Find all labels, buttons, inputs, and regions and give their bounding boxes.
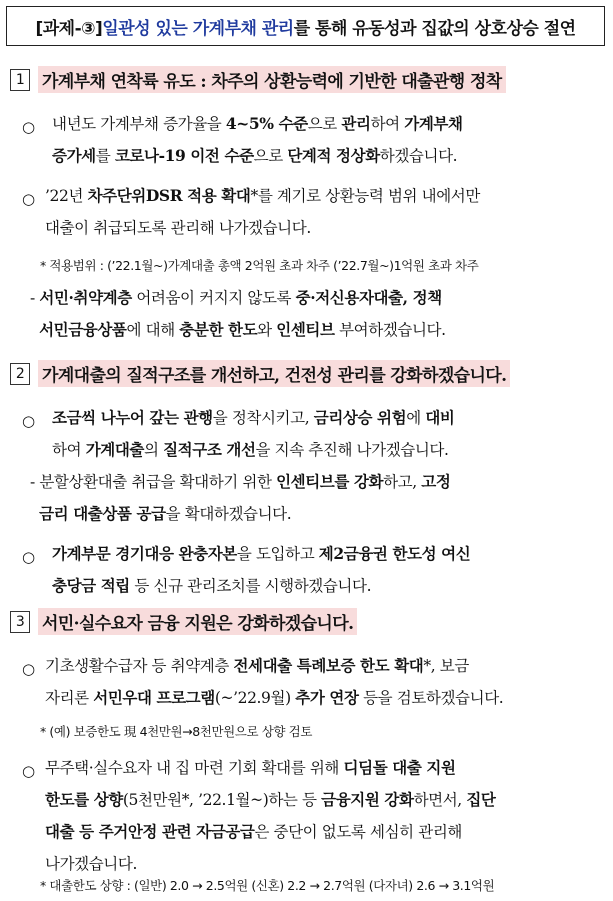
section-1-heading <box>10 66 506 93</box>
s1-note: * 적용범위 : (’22.1월~)가계대출 총액 2억원 초과 차주 (’22.7월~)1억원 초과 차주 <box>40 258 479 273</box>
s3-paragraph-2: 무주택·실수요자 내 집 마련 기회 확대를 위해 디딤돌 대출 지원 한도를 상향(5천만원*, ’22.1월~)하는 등 금융지원 강화하면서, 집단 대출 등 주거안정 관련 자금공급은 중단이 없도록 세심히 관리해 나가겠습니다. <box>45 758 496 873</box>
s2-paragraph-2: - 분할상환대출 취급을 확대하기 위한 인센티브를 강화하고, 고정 금리 대출상품 공급을 확대하겠습니다. <box>30 472 451 523</box>
title-suffix: 를 통해 유동성과 집값의 상호상승 절연 <box>293 18 576 39</box>
bullet-icon: ○ <box>22 190 36 208</box>
page-title <box>6 6 605 46</box>
s3-note-1: * (예) 보증한도 現 4천만원→8천만원으로 상향 검토 <box>40 724 312 739</box>
section-2-heading <box>10 360 510 387</box>
s2-paragraph-1: 조금씩 나누어 갚는 관행을 정착시키고, 금리상승 위험에 대비 하여 가계대출의 질적구조 개선을 지속 추진해 나가겠습니다. <box>52 408 455 459</box>
s1-paragraph-3: - 서민·취약계층 어려움이 커지지 않도록 중·저신용자대출, 정책 서민금융상품에 대해 충분한 한도와 인센티브 부여하겠습니다. <box>30 288 446 339</box>
bullet-icon: ○ <box>22 118 36 136</box>
s3-note-2: * 대출한도 상향 : (일반) 2.0 → 2.5억원 (신혼) 2.2 → 2.7억원 (다자녀) 2.6 → 3.1억원 <box>40 878 495 893</box>
s2-paragraph-3: 가계부문 경기대응 완충자본을 도입하고 제2금융권 한도성 여신 충당금 적립 등 신규 관리조치를 시행하겠습니다. <box>52 544 471 595</box>
bullet-icon: ○ <box>22 548 36 566</box>
title-prefix: [과제-③] <box>35 18 103 39</box>
s1-paragraph-2: ’22년 차주단위DSR 적용 확대*를 계기로 상환능력 범위 내에서만 대출이 취급되도록 관리해 나가겠습니다. <box>45 186 480 237</box>
bullet-icon: ○ <box>22 762 36 780</box>
section-heading-text: 가계대출의 질적구조를 개선하고, 건전성 관리를 강화하겠습니다. <box>38 360 510 387</box>
section-3-heading <box>10 608 357 635</box>
s3-paragraph-1: 기초생활수급자 등 취약계층 전세대출 특례보증 한도 확대*, 보금 자리론 서민우대 프로그램(~’22.9월) 추가 연장 등을 검토하겠습니다. <box>45 656 504 707</box>
title-highlight: 일관성 있는 가계부채 관리 <box>102 18 294 39</box>
section-heading-text: 가계부채 연착륙 유도 : 차주의 상환능력에 기반한 대출관행 정착 <box>38 66 506 93</box>
section-number: 3 <box>10 611 30 633</box>
bullet-icon: ○ <box>22 660 36 678</box>
bullet-icon: ○ <box>22 412 36 430</box>
section-number: 1 <box>10 69 30 91</box>
s1-paragraph-1: 내년도 가계부채 증가율을 4~5% 수준으로 관리하여 가계부채 증가세를 코로나-19 이전 수준으로 단계적 정상화하겠습니다. <box>52 114 463 165</box>
section-number: 2 <box>10 363 30 385</box>
section-heading-text: 서민·실수요자 금융 지원은 강화하겠습니다. <box>38 608 357 635</box>
